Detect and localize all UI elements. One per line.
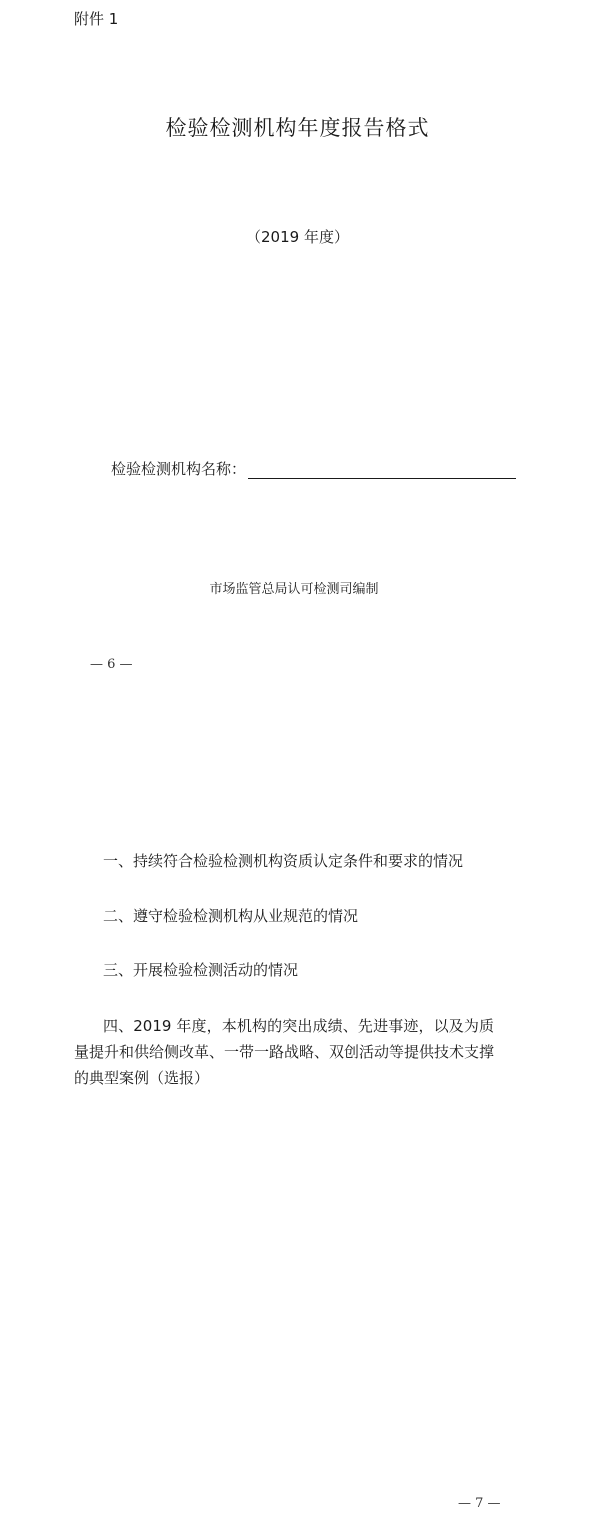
- institution-name-row: [111, 458, 516, 479]
- section-four-paragraph: 四、2019 年度，本机构的突出成绩、先进事迹，以及为质量提升和供给侧改革、一带一路战略、双创活动等提供技术支撑的典型案例（选报）: [74, 1017, 495, 1087]
- page-number: — 6 —: [90, 657, 133, 672]
- section-heading: 二、遵守检验检测机构从业规范的情况: [103, 907, 359, 925]
- report-year: （2019 年度）: [246, 228, 349, 246]
- section-heading: 一、持续符合检验检测机构资质认定条件和要求的情况: [103, 852, 464, 870]
- section-heading: 三、开展检验检测活动的情况: [103, 961, 299, 979]
- document-title: 检验检测机构年度报告格式: [165, 116, 430, 140]
- institution-name-label: 检验检测机构名称：: [111, 460, 247, 478]
- page-number: — 7 —: [458, 1496, 501, 1511]
- attachment-label: 附件 1: [74, 10, 119, 28]
- institution-name-blank-line: [248, 460, 516, 479]
- compiler-line: 市场监管总局认可检测司编制: [209, 582, 379, 597]
